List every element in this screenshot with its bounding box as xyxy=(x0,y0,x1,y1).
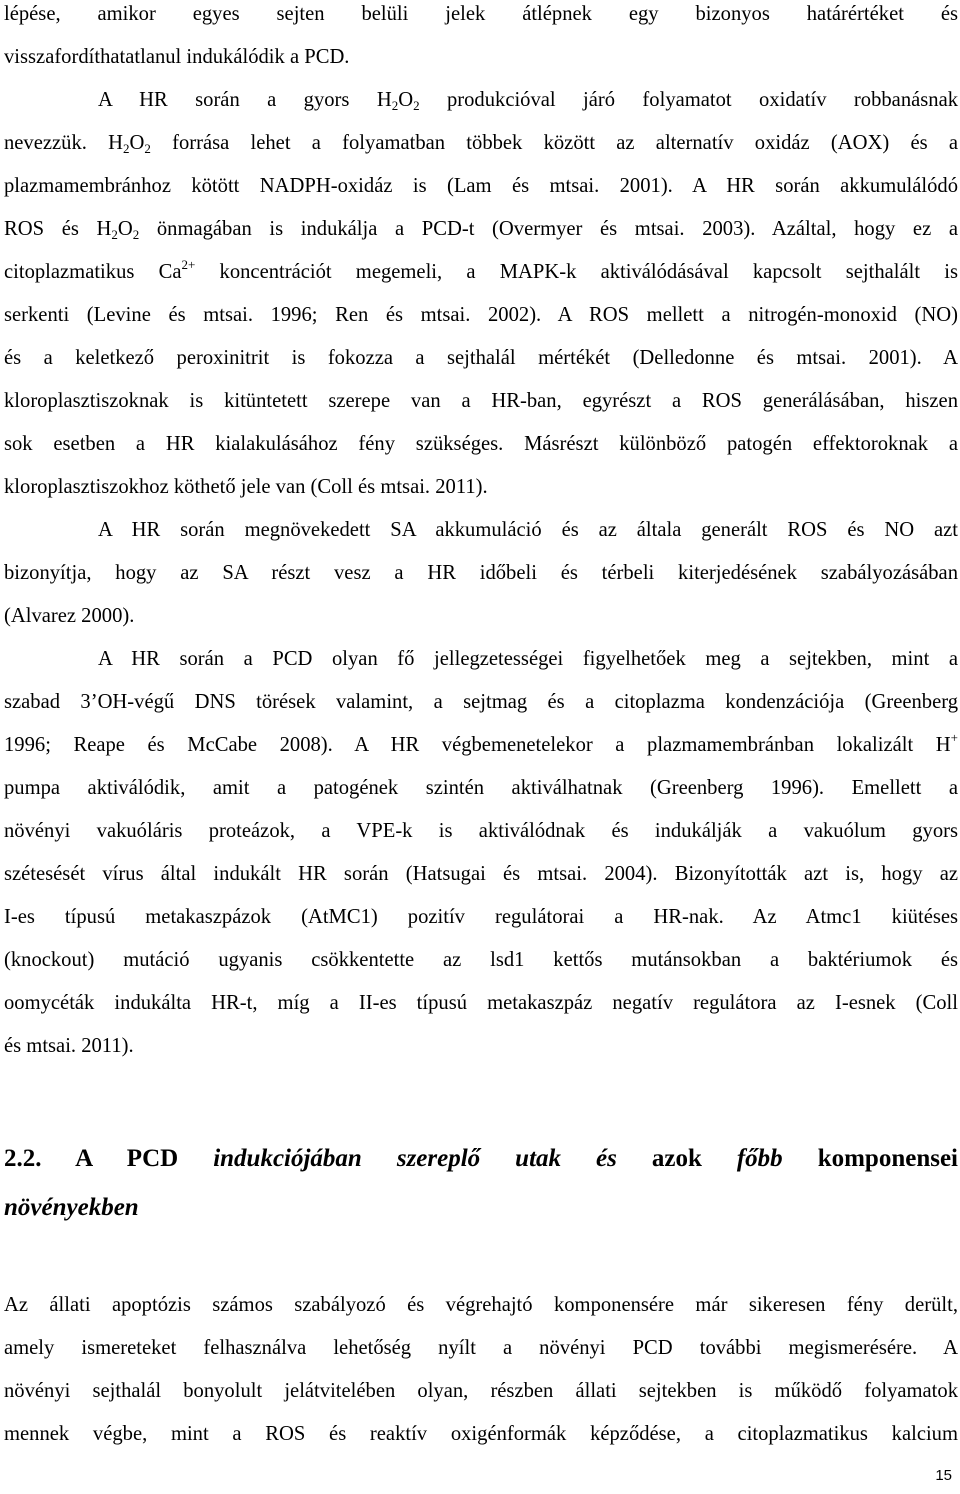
text-line: mennek végbe, mint a ROS és reaktív oxigénformák képződése, a citoplazmatikus kalcium xyxy=(4,1423,958,1445)
text-line: A HR során megnövekedett SA akkumuláció és az általa generált ROS és NO azt xyxy=(98,519,958,541)
text-line: szabad 3’OH-végű DNS törések valamint, a sejtmag és a citoplazma kondenzációja (Greenberg xyxy=(4,691,958,713)
heading-text: indukciójában szereplő utak és xyxy=(213,1145,617,1172)
heading-text: főbb xyxy=(736,1145,783,1172)
text-line: növényi vakuóláris proteázok, a VPE-k is aktiválódnak és indukálják a vakuólum gyors xyxy=(4,820,958,842)
superscript: 2+ xyxy=(181,257,196,272)
text-line: serkenti (Levine és mtsai. 1996; Ren és mtsai. 2002). A ROS mellett a nitrogén-monoxid (NO) xyxy=(4,304,958,326)
text-line: ROS és $H_2O_2$ önmagában is indukálja a PCD-t (Overmyer és mtsai. 2003). Azáltal, hogy ez a xyxy=(4,218,958,242)
text-line: sok esetben a HR kialakulásához fény szükséges. Másrészt különböző patogén effektoroknak a xyxy=(4,433,958,455)
heading-text: növényekben xyxy=(4,1194,139,1221)
heading-text: komponensei xyxy=(782,1145,958,1172)
text-line: A HR során a gyors $H_2O_2$ produkcióval járó folyamatot oxidatív robbanásnak xyxy=(98,89,959,113)
section-heading xyxy=(4,1142,958,1176)
text-line: pumpa aktiválódik, amit a patogének szintén aktiválhatnak (Greenberg 1996). Emellett a xyxy=(4,777,958,799)
superscript: + xyxy=(950,730,958,745)
text-line: amely ismereteket felhasználva lehetőség nyílt a növényi PCD további megismerésére. A xyxy=(4,1337,958,1359)
text-line: visszafordíthatatlanul indukálódik a PCD. xyxy=(4,46,350,68)
text-line: lépése, amikor egyes sejten belüli jelek átlépnek egy bizonyos határértéket és xyxy=(4,3,958,25)
heading-text: azok xyxy=(616,1145,737,1172)
subscript: 2 xyxy=(144,141,151,156)
heading-text: A PCD xyxy=(75,1145,214,1172)
text-line: 1996; Reape és McCabe 2008). A HR végbemenetelekor a plazmamembránban lokalizált H+ xyxy=(4,730,958,756)
text-line: (knockout) mutáció ugyanis csökkentette az lsd1 kettős mutánsokban a baktériumok és xyxy=(4,949,958,971)
text-line: bizonyítja, hogy az SA részt vesz a HR időbeli és térbeli kiterjedésének szabályozásában xyxy=(4,562,958,584)
subscript: 2 xyxy=(413,98,420,113)
text-line: oomycéták indukálta HR-t, míg a II-es típusú metakaszpáz negatív regulátora az I-esnek (Coll xyxy=(4,992,958,1014)
subscript: 2 xyxy=(123,141,130,156)
text-line: kloroplasztiszoknak is kitüntetett szerepe van a HR-ban, egyrészt a ROS generálásában, hiszen xyxy=(4,390,958,412)
subscript: 2 xyxy=(391,98,399,113)
text-line: citoplazmatikus $Ca^{2+}$ koncentrációt megemeli, a MAPK-k aktiválódásával kapcsolt sejthalált is xyxy=(4,257,959,283)
text-line: szétesését vírus által indukált HR során (Hatsugai és mtsai. 2004). Bizonyították azt is, hogy az xyxy=(4,863,958,885)
text-line: (Alvarez 2000). xyxy=(4,605,135,627)
text-line: kloroplasztiszokhoz köthető jele van (Coll és mtsai. 2011). xyxy=(4,476,488,498)
subscript: 2 xyxy=(111,227,118,242)
text-line: nevezzük. $H_2O_2$ forrása lehet a folyamatban többek között az alternatív oxidáz (AOX) és a xyxy=(4,132,959,156)
text-line: plazmamembránhoz kötött NADPH-oxidáz is (Lam és mtsai. 2001). A HR során akkumulálódó xyxy=(4,175,958,197)
page-number: 15 xyxy=(935,1467,952,1484)
text-line: és mtsai. 2011). xyxy=(4,1035,134,1057)
text-line: és a keletkező peroxinitrit is fokozza a sejthalál mértékét (Delledonne és mtsai. 2001). A xyxy=(4,347,958,369)
section-heading-continuation xyxy=(4,1191,958,1225)
section-number: 2.2. xyxy=(4,1145,76,1172)
text-line: I-es típusú metakaszpázok (AtMC1) pozitív regulátorai a HR-nak. Az Atmc1 kiütéses xyxy=(4,906,958,928)
text-line: A HR során a PCD olyan fő jellegzetességei figyelhetőek meg a sejtekben, mint a xyxy=(98,648,958,670)
text-line: növényi sejthalál bonyolult jelátvitelében olyan, részben állati sejtekben is működő folyamatok xyxy=(4,1380,958,1402)
text-line: Az állati apoptózis számos szabályozó és végrehajtó komponensére már sikeresen fény derült, xyxy=(4,1294,958,1316)
subscript: 2 xyxy=(132,227,140,242)
